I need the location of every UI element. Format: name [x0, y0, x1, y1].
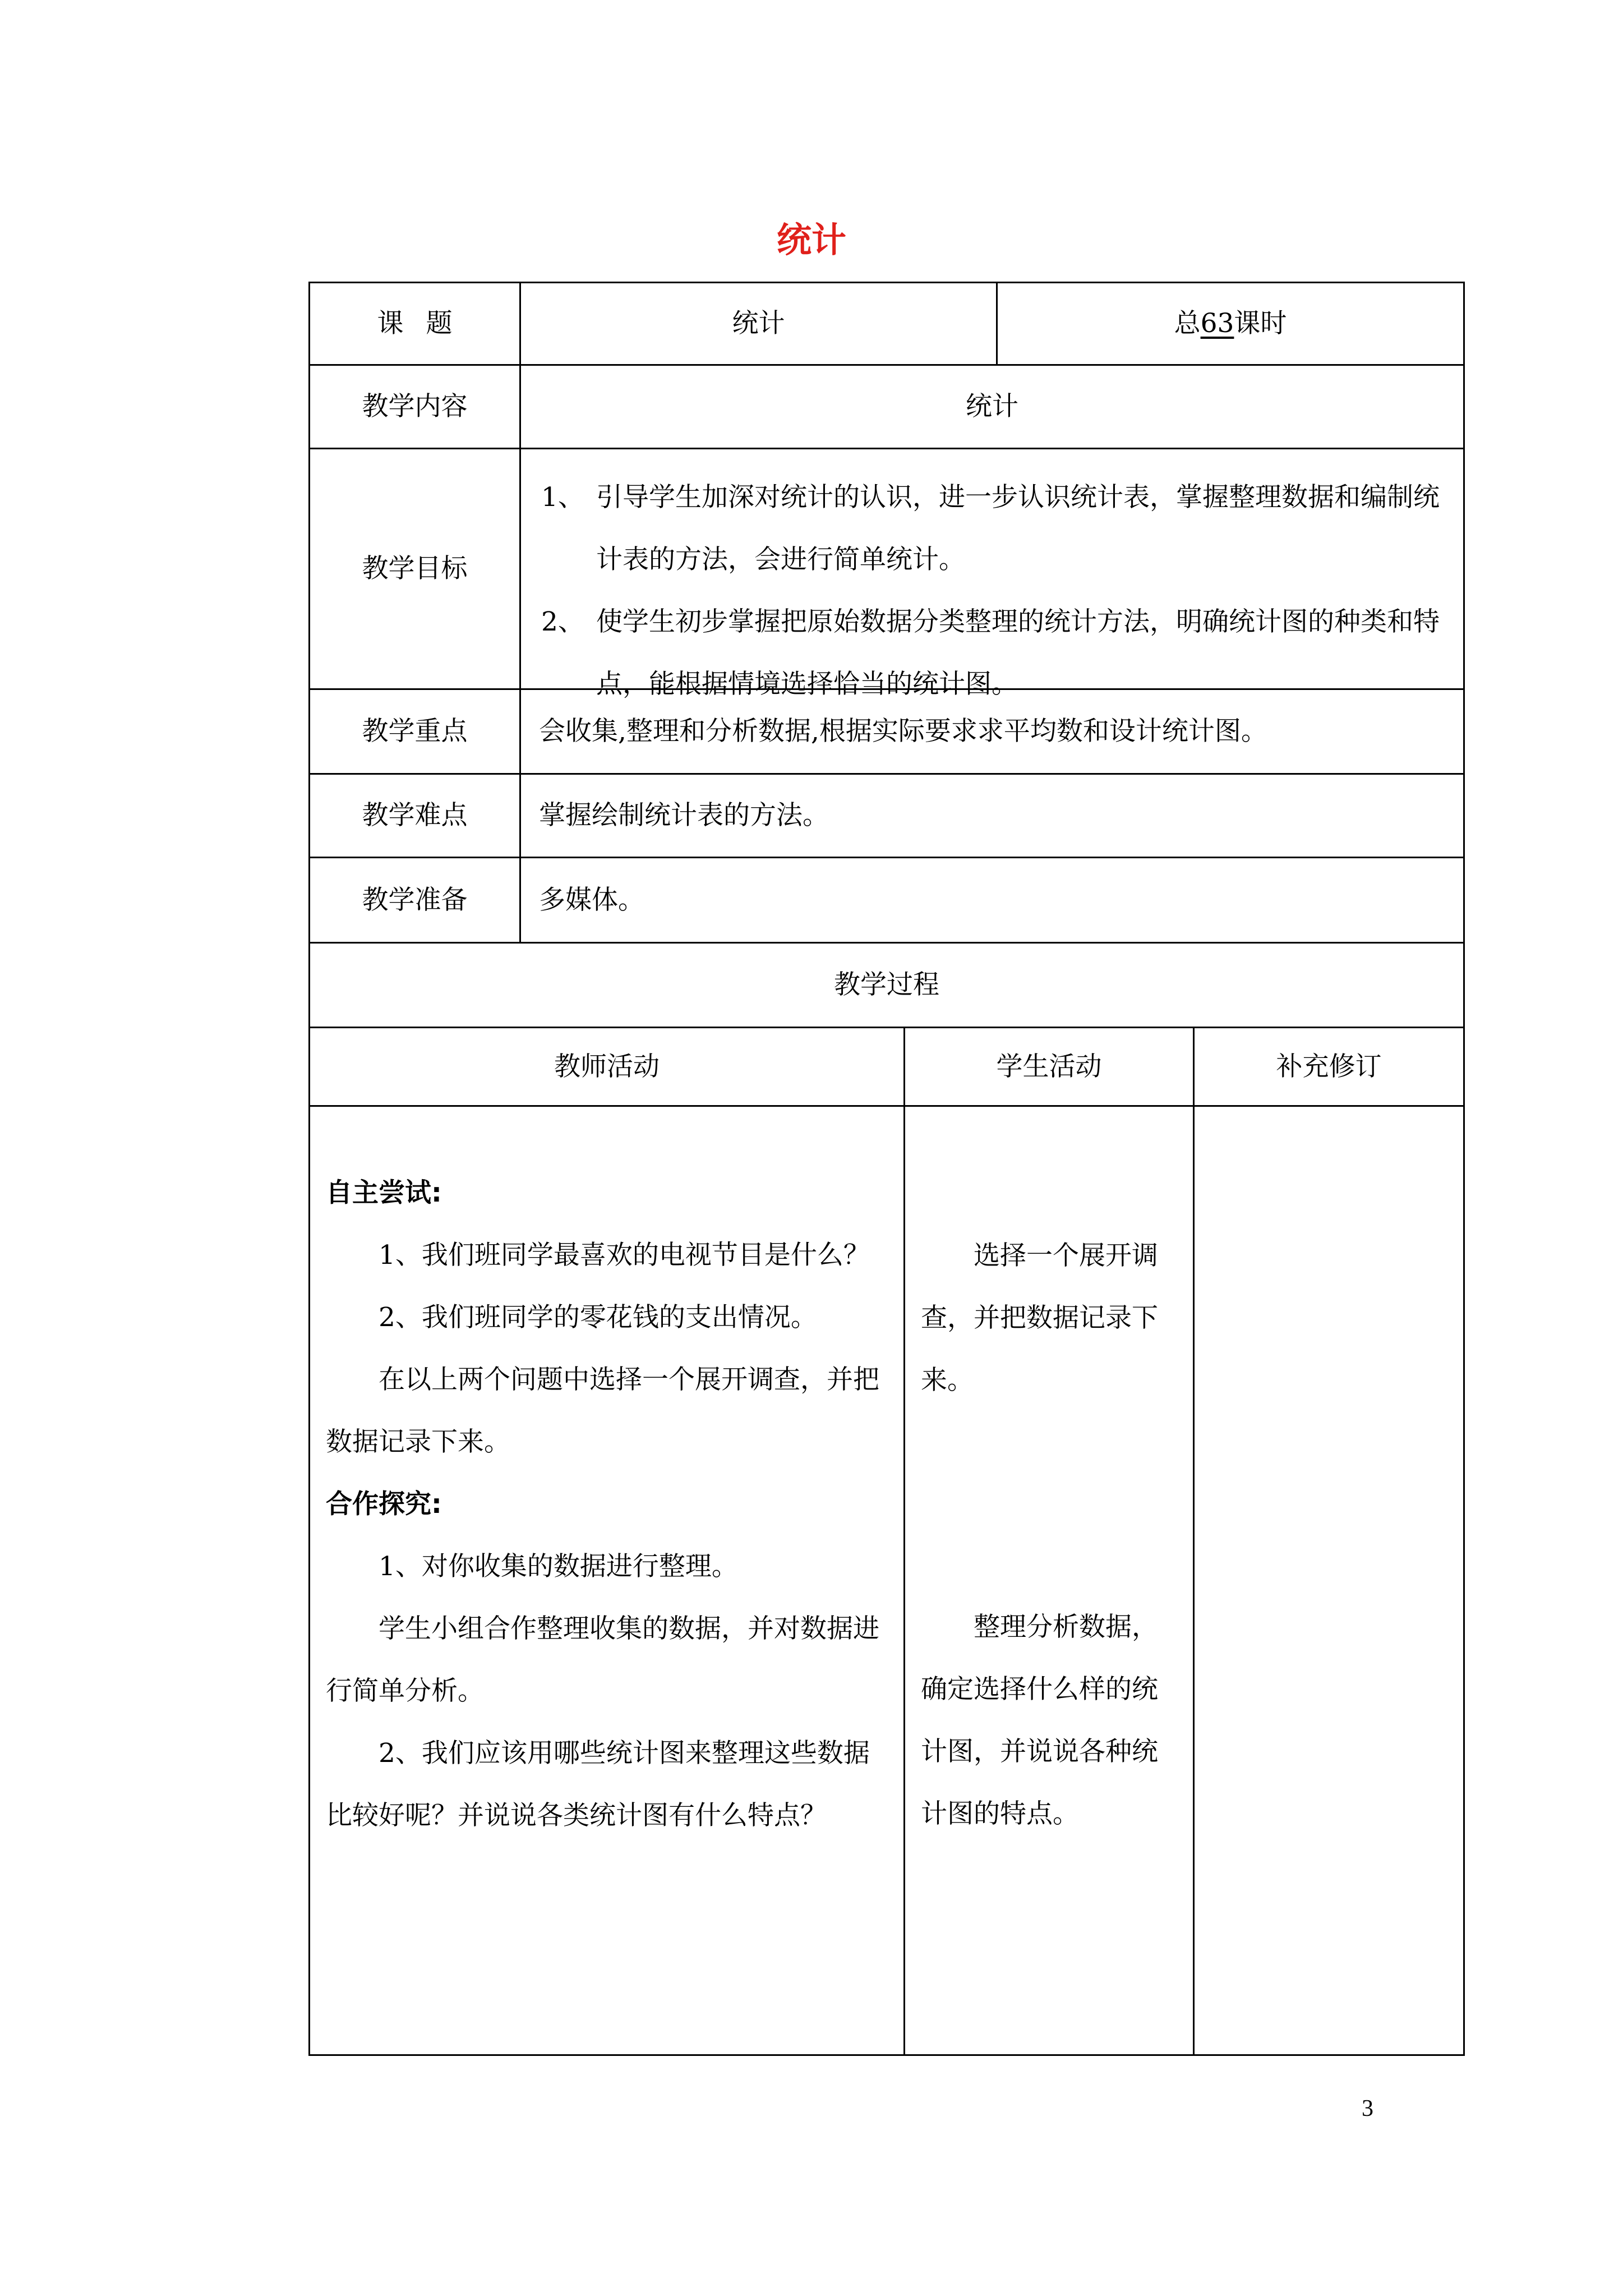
goal-text: 使学生初步掌握把原始数据分类整理的统计方法，明确统计图的种类和特点，能根据情境选择恰当的统计图。	[596, 606, 1440, 700]
period-number: 63	[1200, 308, 1234, 339]
period-prefix: 总	[1174, 308, 1201, 339]
goal-text: 引导学生加深对统计的认识，进一步认识统计表，掌握整理数据和编制统计表的方法，会进行简单统计。	[596, 482, 1440, 575]
teacher-line: 1、对你收集的数据进行整理。	[379, 1551, 738, 1582]
process-title: 教学过程	[834, 969, 939, 1000]
student-activity-cell	[903, 1105, 1195, 2056]
goal-number: 2、	[541, 606, 584, 637]
key-points-label: 教学重点	[362, 716, 468, 747]
student-column-label: 学生活动	[996, 1051, 1102, 1082]
teacher-activity-cell	[308, 1105, 905, 2056]
period-cell	[996, 282, 1465, 366]
content-value: 统计	[966, 391, 1018, 422]
period-text	[1174, 307, 1287, 341]
teacher-line: 在以上两个问题中选择一个展开调查，并把数据记录下来。	[326, 1364, 879, 1457]
teacher-line: 2、我们应该用哪些统计图来整理这些数据比较好呢？并说说各类统计图有什么特点？	[326, 1738, 870, 1831]
difficulties-value: 掌握绘制统计表的方法。	[539, 800, 829, 831]
teacher-line: 1、我们班同学最喜欢的电视节目是什么？	[379, 1240, 870, 1271]
preparation-value-cell	[519, 857, 1465, 944]
page-title: 统计	[776, 219, 846, 260]
content-label: 教学内容	[362, 391, 468, 422]
difficulties-value-cell	[519, 773, 1465, 858]
goals-value-cell	[519, 448, 1465, 700]
key-points-value-cell	[519, 688, 1465, 775]
topic-label: 课题	[377, 308, 475, 339]
topic-value-cell	[519, 282, 998, 366]
topic-label-cell	[308, 282, 521, 366]
period-suffix: 课时	[1234, 308, 1287, 339]
key-points-label-cell	[308, 688, 521, 775]
notes-column-label: 补充修订	[1276, 1051, 1382, 1082]
teacher-column-header	[308, 1027, 905, 1107]
teacher-line: 2、我们班同学的零花钱的支出情况。	[379, 1302, 817, 1333]
notes-cell	[1193, 1105, 1465, 2056]
topic-value: 统计	[732, 308, 785, 339]
preparation-label-cell	[308, 857, 521, 944]
student-paragraph: 选择一个展开调查，并把数据记录下来。	[921, 1240, 1158, 1396]
goal-item	[541, 466, 1452, 591]
goals-label-cell	[308, 448, 521, 690]
content-value-cell	[519, 364, 1465, 449]
student-column-header	[903, 1027, 1195, 1107]
difficulties-label: 教学难点	[362, 800, 468, 831]
teacher-line: 学生小组合作整理收集的数据，并对数据进行简单分析。	[326, 1613, 879, 1706]
content-label-cell	[308, 364, 521, 449]
notes-column-header	[1193, 1027, 1465, 1107]
section-heading: 合作探究:	[326, 1489, 442, 1520]
key-points-value: 会收集,整理和分析数据,根据实际要求求平均数和设计统计图。	[539, 716, 1267, 747]
process-title-cell	[308, 942, 1465, 1028]
goals-label: 教学目标	[362, 553, 468, 584]
teacher-column-label: 教师活动	[554, 1051, 660, 1082]
preparation-value: 多媒体。	[539, 884, 644, 915]
preparation-label: 教学准备	[362, 884, 468, 915]
goal-number: 1、	[541, 482, 584, 513]
page-number: 3	[1362, 2096, 1373, 2122]
difficulties-label-cell	[308, 773, 521, 858]
student-paragraph: 整理分析数据，确定选择什么样的统计图，并说说各种统计图的特点。	[921, 1612, 1158, 1829]
section-heading: 自主尝试:	[326, 1177, 442, 1208]
